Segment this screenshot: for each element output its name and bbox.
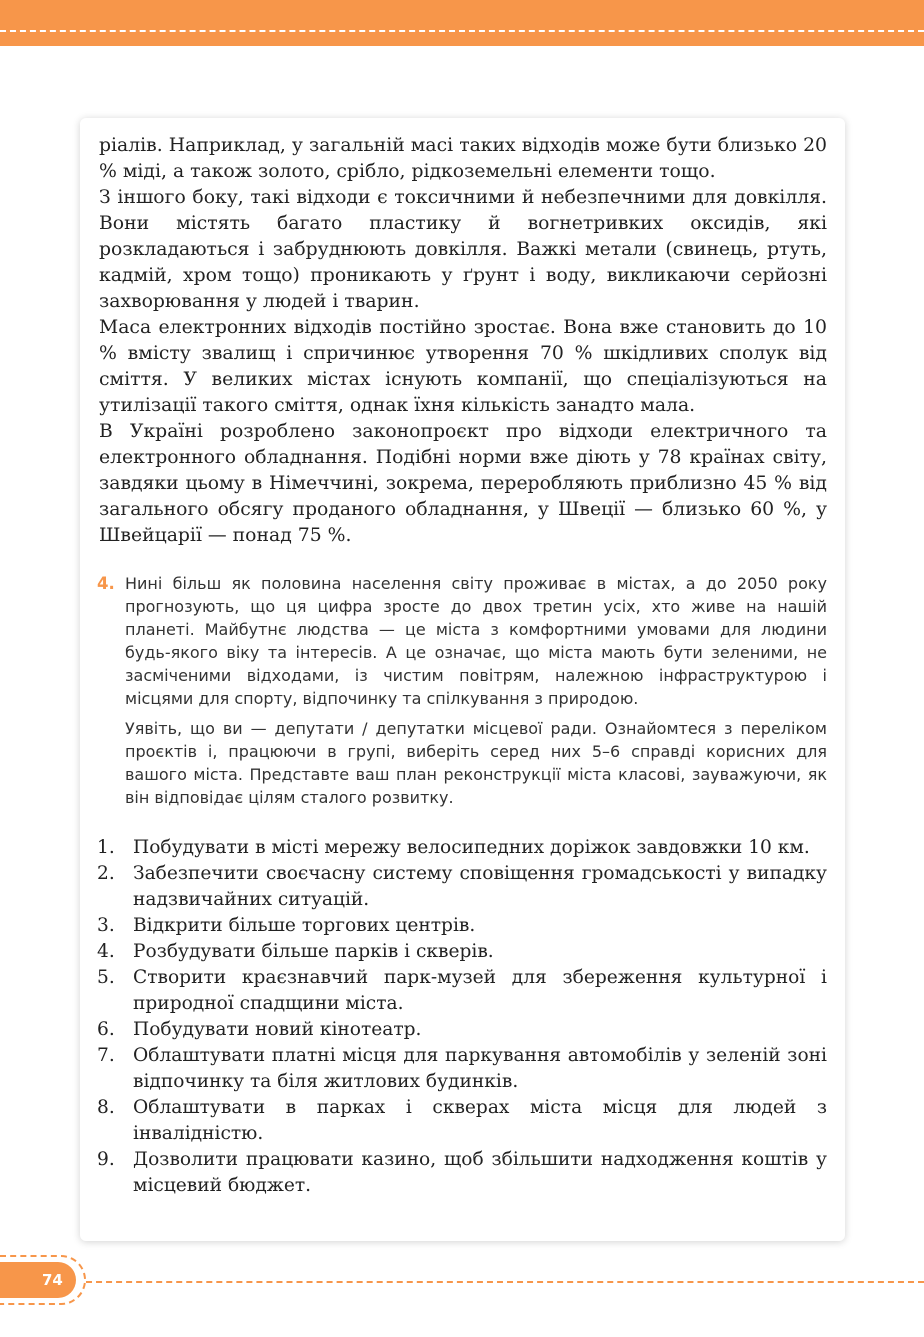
projects-list — [97, 835, 827, 1199]
paragraph-materials: ріалів. Наприклад, у загальній масі таких відходів може бути близько 20 % міді, а також золото, срібло, рідкоземельні елементи тощо. — [99, 135, 827, 182]
top-header-band — [0, 0, 924, 46]
list-item — [97, 1147, 827, 1199]
list-item — [97, 1017, 827, 1043]
list-item — [97, 913, 827, 939]
list-item-text: Побудувати новий кінотеатр. — [133, 1019, 422, 1040]
task-number: 4. — [97, 574, 115, 593]
list-item-text: Побудувати в місті мережу велосипедних доріжок завдовжки 10 км. — [133, 837, 810, 858]
list-item-number: 3. — [97, 915, 115, 936]
list-item-number: 9. — [97, 1149, 115, 1170]
list-item — [97, 861, 827, 913]
list-item — [97, 835, 827, 861]
list-item-text: Відкрити більше торгових центрів. — [133, 915, 476, 936]
list-item — [97, 1095, 827, 1147]
list-item-text: Облаштувати в парках і скверах міста місця для людей з інвалідністю. — [133, 1097, 827, 1144]
list-item-text: Створити краєзнавчий парк-музей для збереження культурної і природної спадщини міста. — [133, 967, 827, 1014]
list-item-number: 4. — [97, 941, 115, 962]
list-item-number: 5. — [97, 967, 115, 988]
top-dashed-line — [0, 30, 924, 32]
task-intro: Нині більш як половина населення світу проживає в містах, а до 2050 року прогнозують, що ця цифра зросте до двох третин усіх, хто живе на нашій планеті. Майбутнє людства — це міста з комфортними умовами для людини будь-якого віку та інтересів. А це означає, що міста мають бути зеленими, не засміченими відходами, із чистим повітрям, належною інфраструктурою і місцями для спорту, відпочинку та спілкування з природою. — [125, 574, 827, 708]
list-item — [97, 939, 827, 965]
task-block — [97, 572, 827, 809]
list-item-number: 2. — [97, 863, 115, 884]
list-item-text: Розбудувати більше парків і скверів. — [133, 941, 494, 962]
paragraph-mass-growth: Маса електронних відходів постійно зростає. Вона вже становить до 10 % вмісту звалищ і спричинює утворення 70 % шкідливих сполук від сміття. У великих містах існують компанії, що спеціалізуються на утилізації такого сміття, однак їхня кількість занадто мала. — [99, 317, 827, 416]
list-item-text: Дозволити працювати казино, щоб збільшити надходження коштів у місцевий бюджет. — [133, 1149, 827, 1196]
bottom-dashed-line — [86, 1281, 924, 1283]
page-number-tab — [0, 1262, 76, 1298]
list-item-text: Облаштувати платні місця для паркування автомобілів у зеленій зоні відпочинку та біля житлових будинків. — [133, 1045, 827, 1092]
list-item — [97, 965, 827, 1017]
list-item-number: 8. — [97, 1097, 115, 1118]
list-item-number: 7. — [97, 1045, 115, 1066]
list-item-number: 1. — [97, 837, 115, 858]
paragraph-ukraine-law: В Україні розроблено законопроєкт про відходи електричного та електронного обладнання. Подібні норми вже діють у 78 країнах світу, завдяки цьому в Німеччині, зокрема, переробляють приблизно 45 % від загального обсягу проданого обладнання, у Швеції — близько 60 %, у Швейцарії — понад 75 %. — [99, 421, 827, 546]
list-item-number: 6. — [97, 1019, 115, 1040]
list-item-text: Забезпечити своєчасну систему сповіщення громадськості у випадку надзвичайних ситуацій. — [133, 863, 827, 910]
paragraph-toxicity: З іншого боку, такі відходи є токсичними й небезпечними для довкілля. Вони містять багато пластику й вогнетривких оксидів, які розкладаються і забруднюють довкілля. Важкі метали (свинець, ртуть, кадмій, хром тощо) проникають у ґрунт і воду, викликаючи серйозні захворювання у людей і тварин. — [99, 187, 827, 312]
page-number: 74 — [42, 1271, 63, 1289]
list-item — [97, 1043, 827, 1095]
task-instruction: Уявіть, що ви — депутати / депутатки місцевої ради. Ознайомтеся з переліком проєктів і, працюючи в групі, виберіть серед них 5–6 справді корисних для вашого міста. Представте ваш план реконструкції міста класові, зауважуючи, як він відповідає цілям сталого розвитку. — [125, 719, 827, 807]
